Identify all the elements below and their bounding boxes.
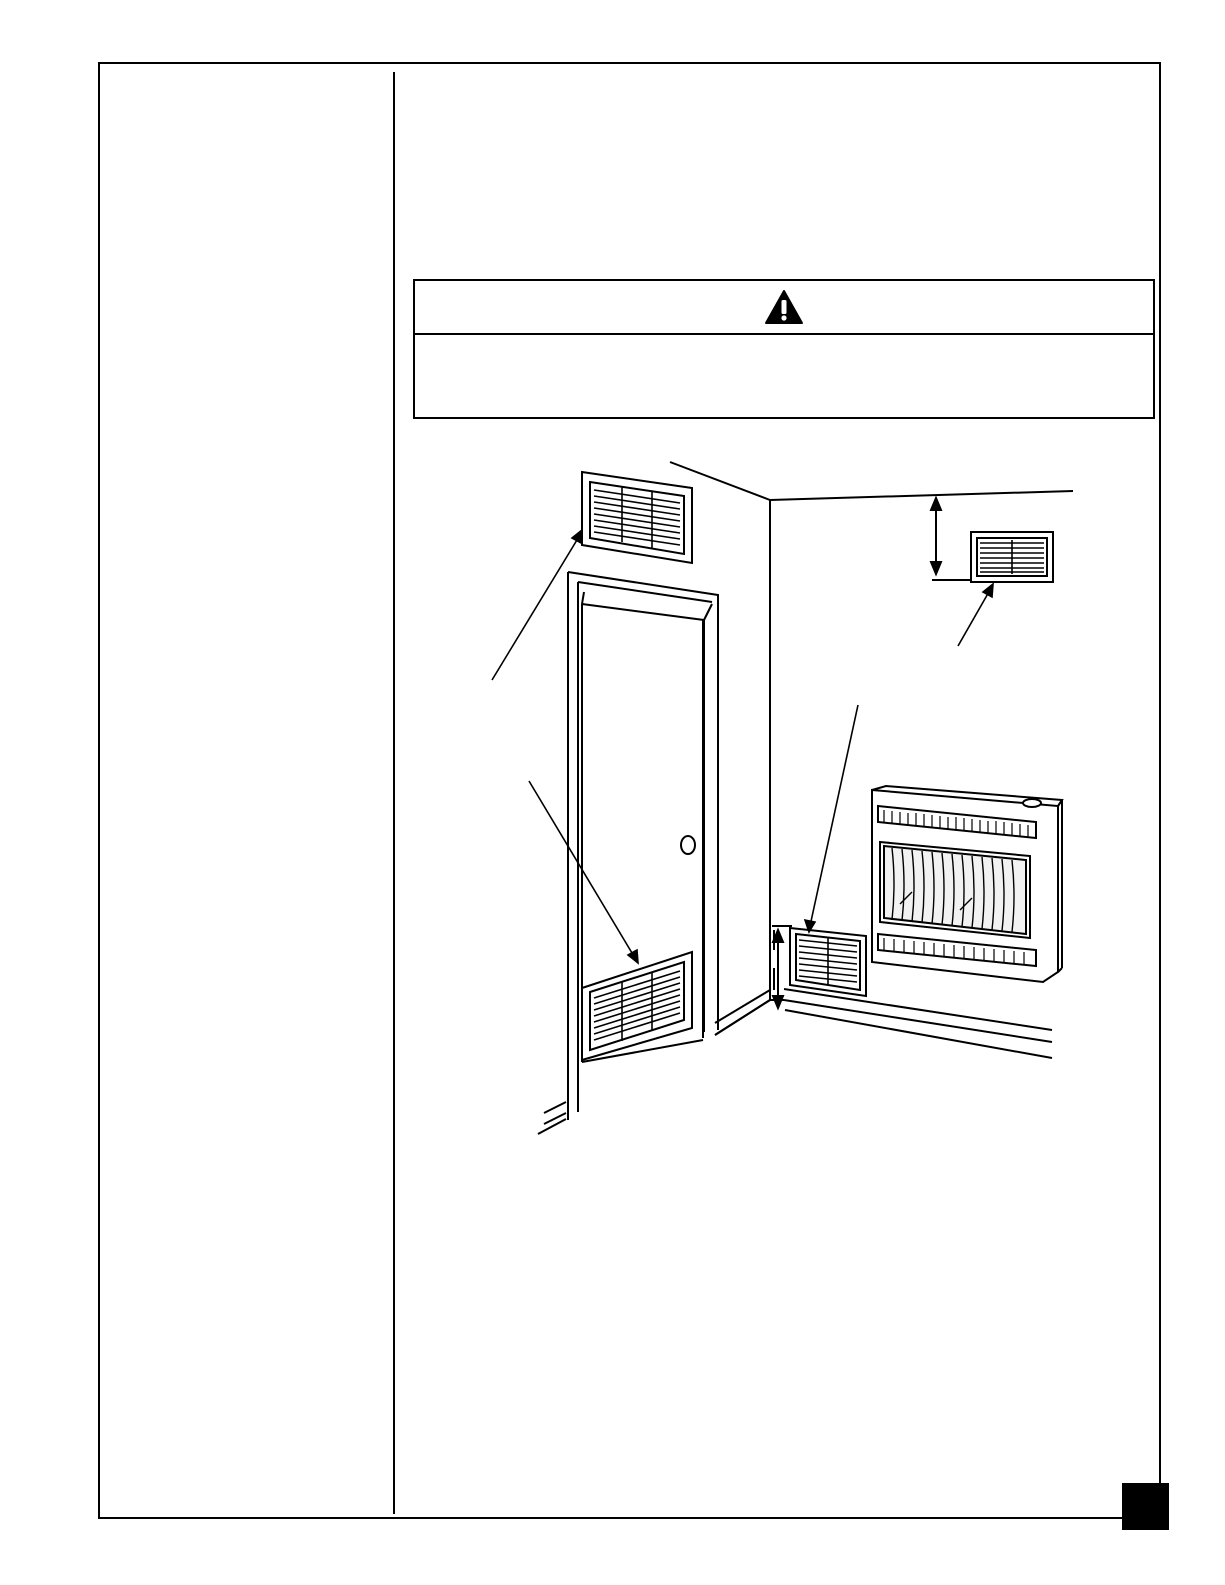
lower-door-grille bbox=[582, 952, 692, 1060]
warning-header bbox=[415, 281, 1153, 335]
lower-wall-grille bbox=[790, 928, 866, 996]
upper-wall-grille bbox=[971, 532, 1053, 582]
warning-body bbox=[427, 343, 1141, 409]
warning-triangle-icon bbox=[764, 289, 804, 325]
warning-box bbox=[413, 279, 1155, 419]
upper-door-grille bbox=[582, 472, 692, 563]
wall-heater bbox=[872, 786, 1062, 982]
page-number-tab bbox=[1122, 1483, 1169, 1530]
ventilation-figure bbox=[480, 455, 1080, 1150]
column-divider bbox=[393, 72, 395, 1514]
